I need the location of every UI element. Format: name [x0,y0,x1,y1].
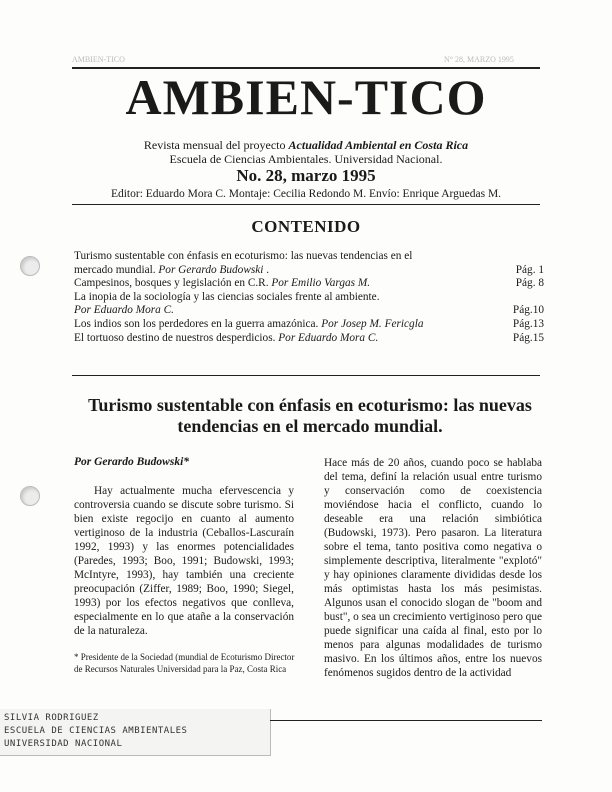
toc-item [74,277,544,291]
subtitle-line2: Escuela de Ciencias Ambientales. Universidad Nacional. [169,152,443,166]
toc-item [74,291,544,305]
toc-text: Campesinos, bosques y legislación en C.R. [74,277,272,290]
article-paragraph: Hay actualmente mucha efervescencia y controversia cuando se discute sobre turismo. Si bien existe regocijo en cuanto al aumento vertiginoso de la industria (Ceballos-Lascuraín 1992, 1993) y las enormes potencialidades (Paredes, 1993; Boo, 1991; Budowski, 1993; McIntyre, 1993), hay también una creciente preocupación (Ziffer, 1989; Boo, 1990; Siegel, 1993) por los efectos negativos que conlleva, especialmente en lo que atañe a la conservación de la naturaleza. [74,485,294,637]
toc-text: El tortuoso destino de nuestros desperdicios. [74,331,279,344]
contents-rule [72,375,540,376]
toc-author: Por Emilio Vargas M. [271,277,371,290]
label-name: SILVIA RODRIGUEZ [4,713,99,723]
toc-page: Pág. 8 [515,277,544,290]
ghost-header-left: AMBIEN-TICO [72,55,125,64]
punch-hole [20,486,40,506]
punch-hole [20,256,40,276]
toc-author: Por Josep M. Fericgla [321,317,424,330]
article-byline: Por Gerardo Budowski* [74,456,190,468]
toc-item [74,318,544,332]
toc-item [74,250,544,264]
subtitle-line1 [0,138,612,153]
toc-item [74,332,544,346]
toc-text: Los indios son los perdedores en la guerra amazónica. [74,317,322,330]
label-dept: ESCUELA DE CIENCIAS AMBIENTALES [4,726,188,736]
article-paragraph: Hace más de 20 años, cuando poco se hablaba del tema, definí la relación usual entre turismo y conservación como de coexistencia moviéndose hacia el conflicto, cuando lo deseable era una relación simbiótica (Budowski, 1973). Pero pasaron. La literatura sobre el tema, tanto positiva como negativa o simplemente descriptiva, literalmente "explotó" y hay opiniones claramente divididas desde los más optimistas hasta los más pesimistas. Algunos usan el conocido slogan de "boom and bust", o sea un crecimiento vertiginoso pero que puede significar una caída al final, esto por lo menos para algunas modalidades de turismo masivo. En los últimos años, entre los nuevos fenómenos sugidos dentro de la actividad [324,457,542,679]
toc-page: Pág.13 [512,317,544,330]
ghost-header-right: N° 28, MARZO 1995 [444,55,514,64]
toc-author: Por Gerardo Budowski [158,263,264,276]
article-left-column [74,484,294,638]
toc-item [74,304,544,318]
toc-author: Por Eduardo Mora C. [74,304,175,317]
article-title-line1: Turismo sustentable con énfasis en ecoturismo: las nuevas [88,395,532,415]
mailing-label [0,709,271,756]
toc-text: mercado mundial. [74,263,159,276]
bottom-rule [270,720,542,721]
subtitle-project: Actualidad Ambiental en Costa Rica [288,138,469,152]
toc-text: La inopia de la sociología y las ciencias sociales frente al ambiente. [74,290,380,303]
article-right-column [324,456,542,680]
toc-page: Pág.10 [512,304,544,317]
toc-author: Por Eduardo Mora C. [278,331,379,344]
toc-item: mercado mundial. Por Gerardo Budowski . Pág. 1 [74,263,544,276]
credits-line: Editor: Eduardo Mora C. Montaje: Cecilia Redondo M. Envío: Enrique Arguedas M. [110,188,502,200]
masthead-title: AMBIEN-TICO [125,69,487,125]
toc-text: Turismo sustentable con énfasis en ecoturismo: las nuevas tendencias en el [74,250,413,262]
toc-page: Pág. 1 [515,263,544,276]
label-institution: UNIVERSIDAD NACIONAL [4,739,123,749]
credits-rule [72,204,540,205]
article-title [60,395,560,437]
table-of-contents [74,250,544,345]
subtitle-prefix: Revista mensual del proyecto [143,138,289,152]
toc-page: Pág.15 [512,331,544,344]
issue-number: No. 28, marzo 1995 [236,166,376,185]
author-footnote: * Presidente de la Sociedad (mundial de Ecoturismo Director de Recursos Naturales Universidad para la Paz, Costa Rica [74,652,295,674]
article-title-line2: tendencias en el mercado mundial. [177,416,443,436]
contents-heading: CONTENIDO [251,217,361,236]
